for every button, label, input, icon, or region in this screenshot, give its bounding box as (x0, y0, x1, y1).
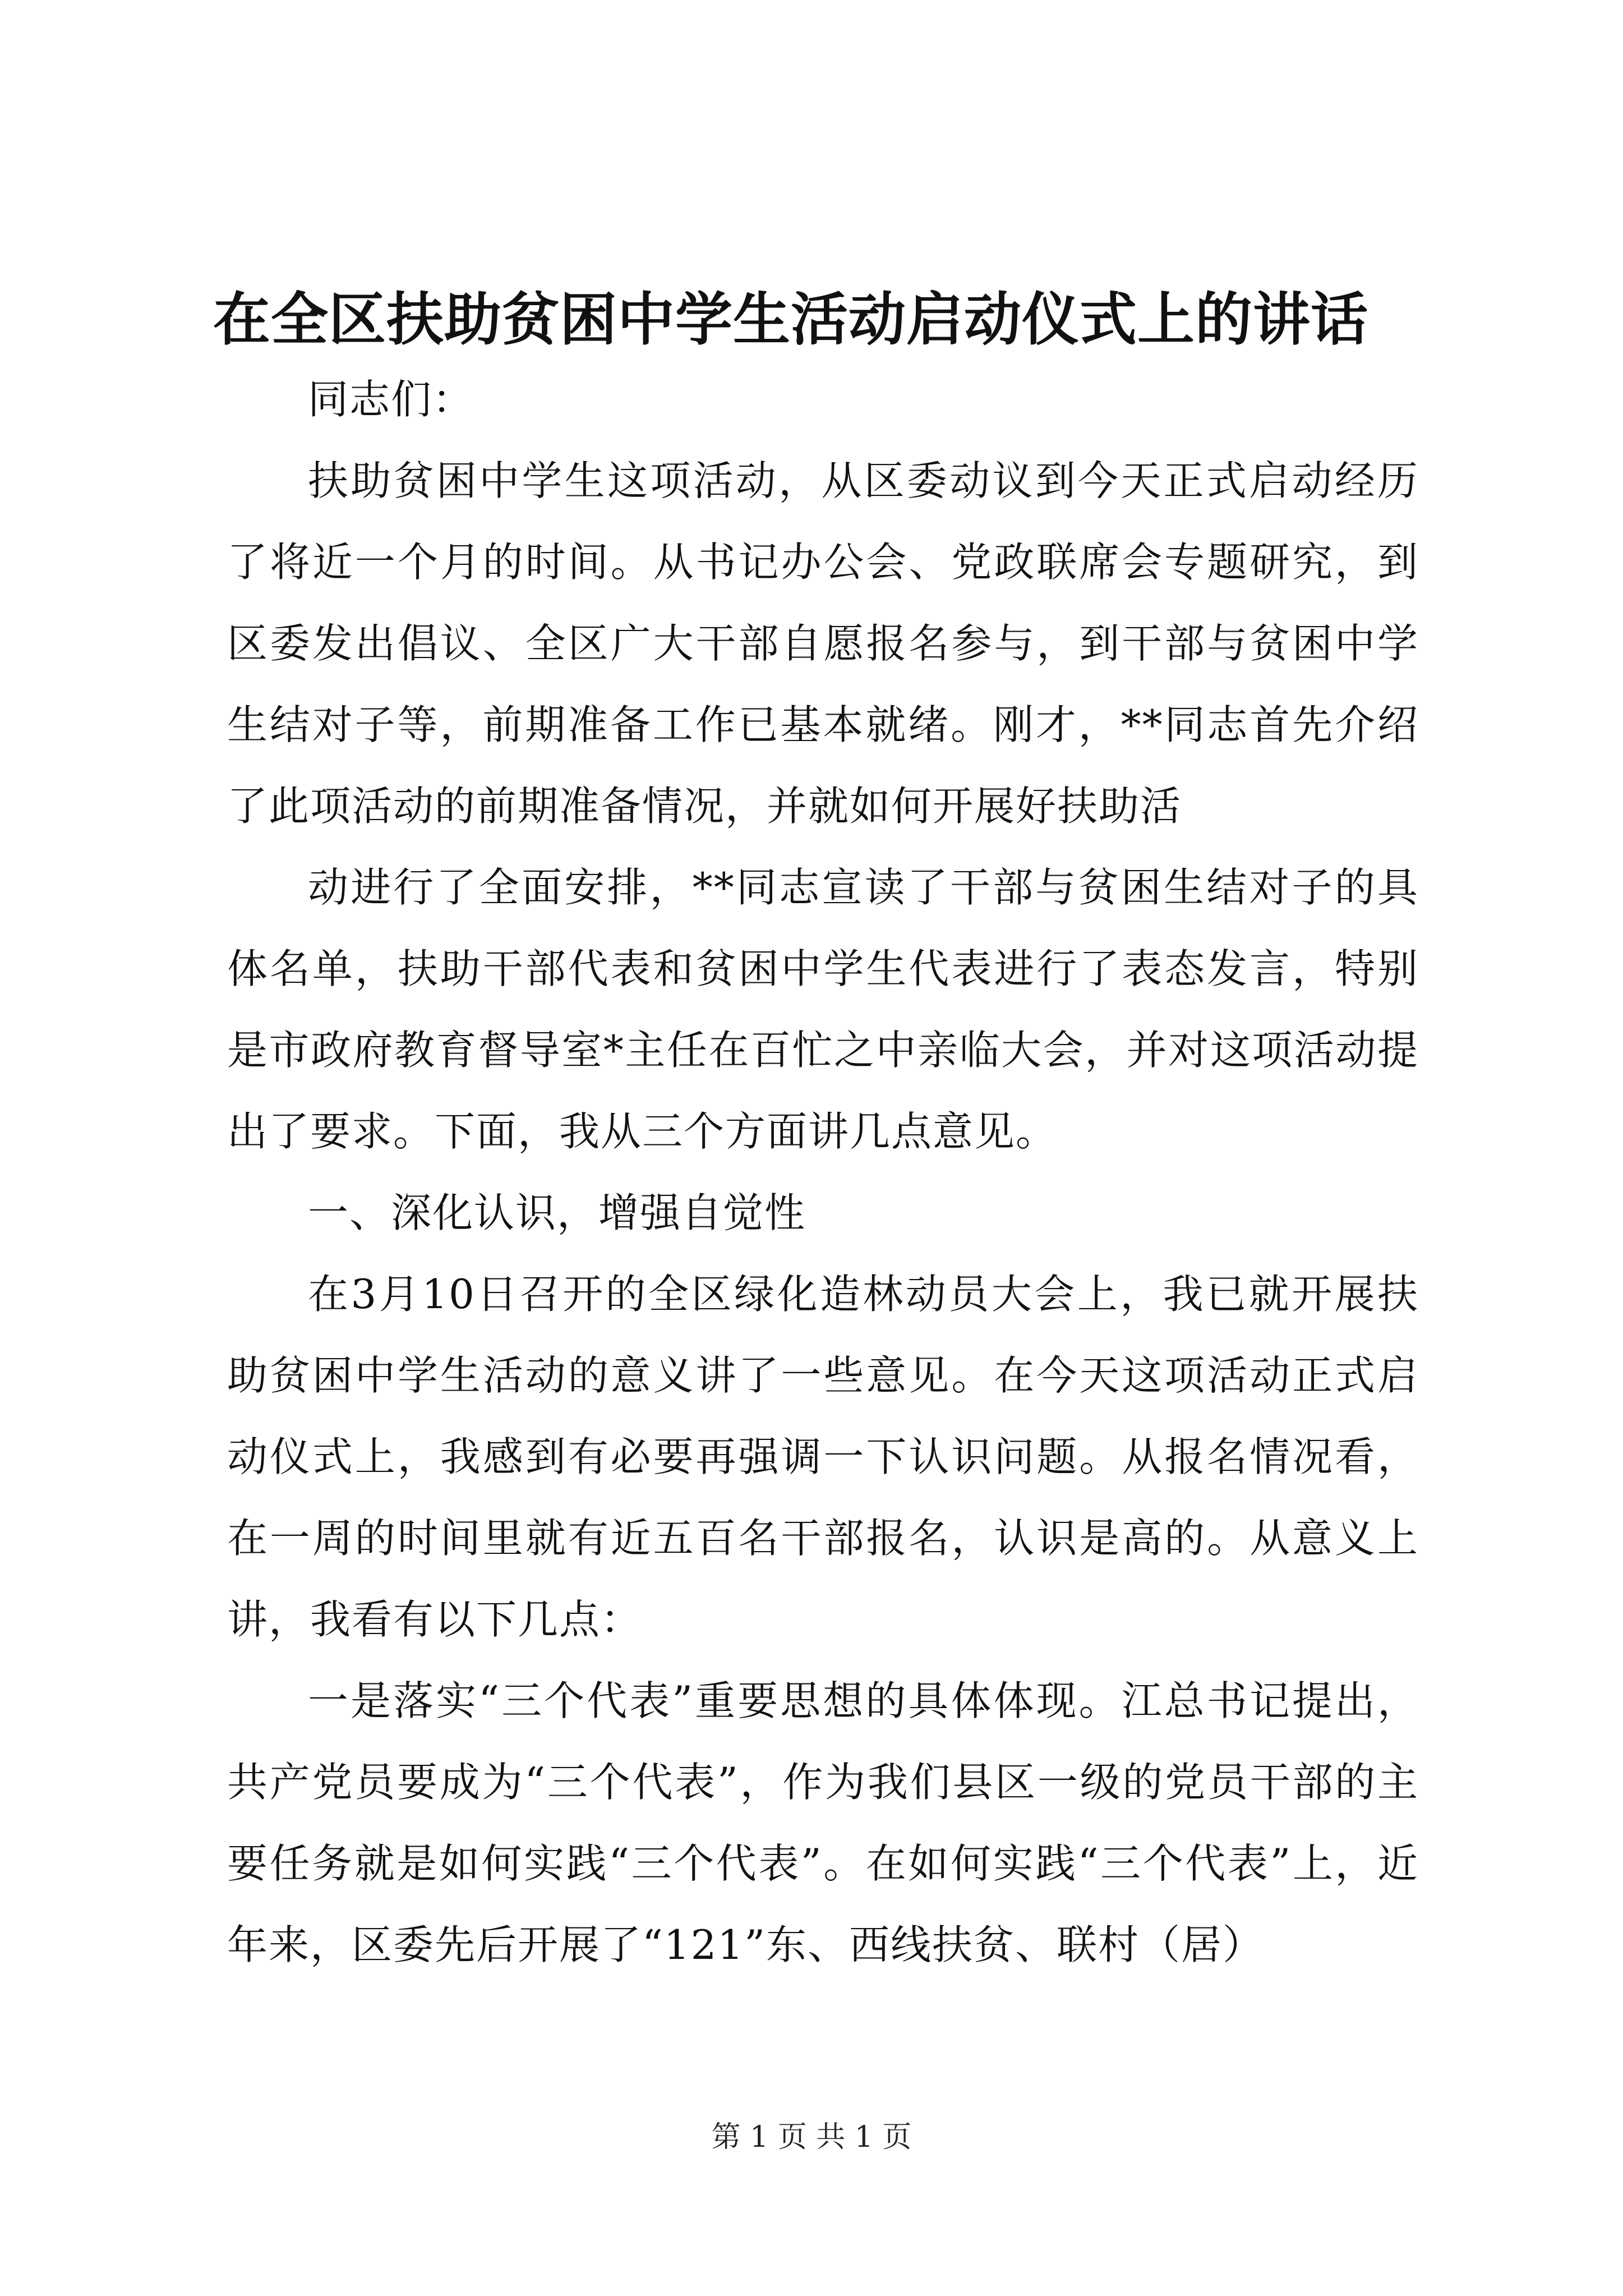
paragraph: 一是落实“三个代表”重要思想的具体体现。江总书记提出，共产党员要成为“三个代表”，作为我们县区一级的党员干部的主要任务就是如何实践“三个代表”。在如何实践“三个代表”上，近年来，区委先后开展了“121”东、西线扶贫、联村（居） (227, 1677, 1419, 1968)
salutation: 同志们： (308, 376, 474, 423)
paragraph: 扶助贫困中学生这项活动，从区委动议到今天正式启动经历了将近一个月的时间。从书记办公会、党政联席会专题研究，到区委发出倡议、全区广大干部自愿报名参与，到干部与贫困中学生结对子等，前期准备工作已基本就绪。刚才，**同志首先介绍了此项活动的前期准备情况，并就如何开展好扶助活 (227, 457, 1419, 830)
page-footer: 第 1 页 共 1 页 (711, 2120, 912, 2154)
document-body (227, 359, 1419, 1986)
paragraph: 在3月10日召开的全区绿化造林动员大会上，我已就开展扶助贫困中学生活动的意义讲了一些意见。在今天这项活动正式启动仪式上，我感到有必要再强调一下认识问题。从报名情况看，在一周的时间里就有近五百名干部报名，认识是高的。从意义上讲，我看有以下几点： (227, 1271, 1419, 1643)
document-title: 在全区扶助贫困中学生活动启动仪式上的讲话 (213, 286, 1368, 353)
section-heading: 一、深化认识，增强自觉性 (308, 1189, 806, 1236)
paragraph: 动进行了全面安排，**同志宣读了干部与贫困生结对子的具体名单，扶助干部代表和贫困中学生代表进行了表态发言，特别是市政府教育督导室*主任在百忙之中亲临大会，并对这项活动提出了要求。下面，我从三个方面讲几点意见。 (227, 864, 1419, 1155)
